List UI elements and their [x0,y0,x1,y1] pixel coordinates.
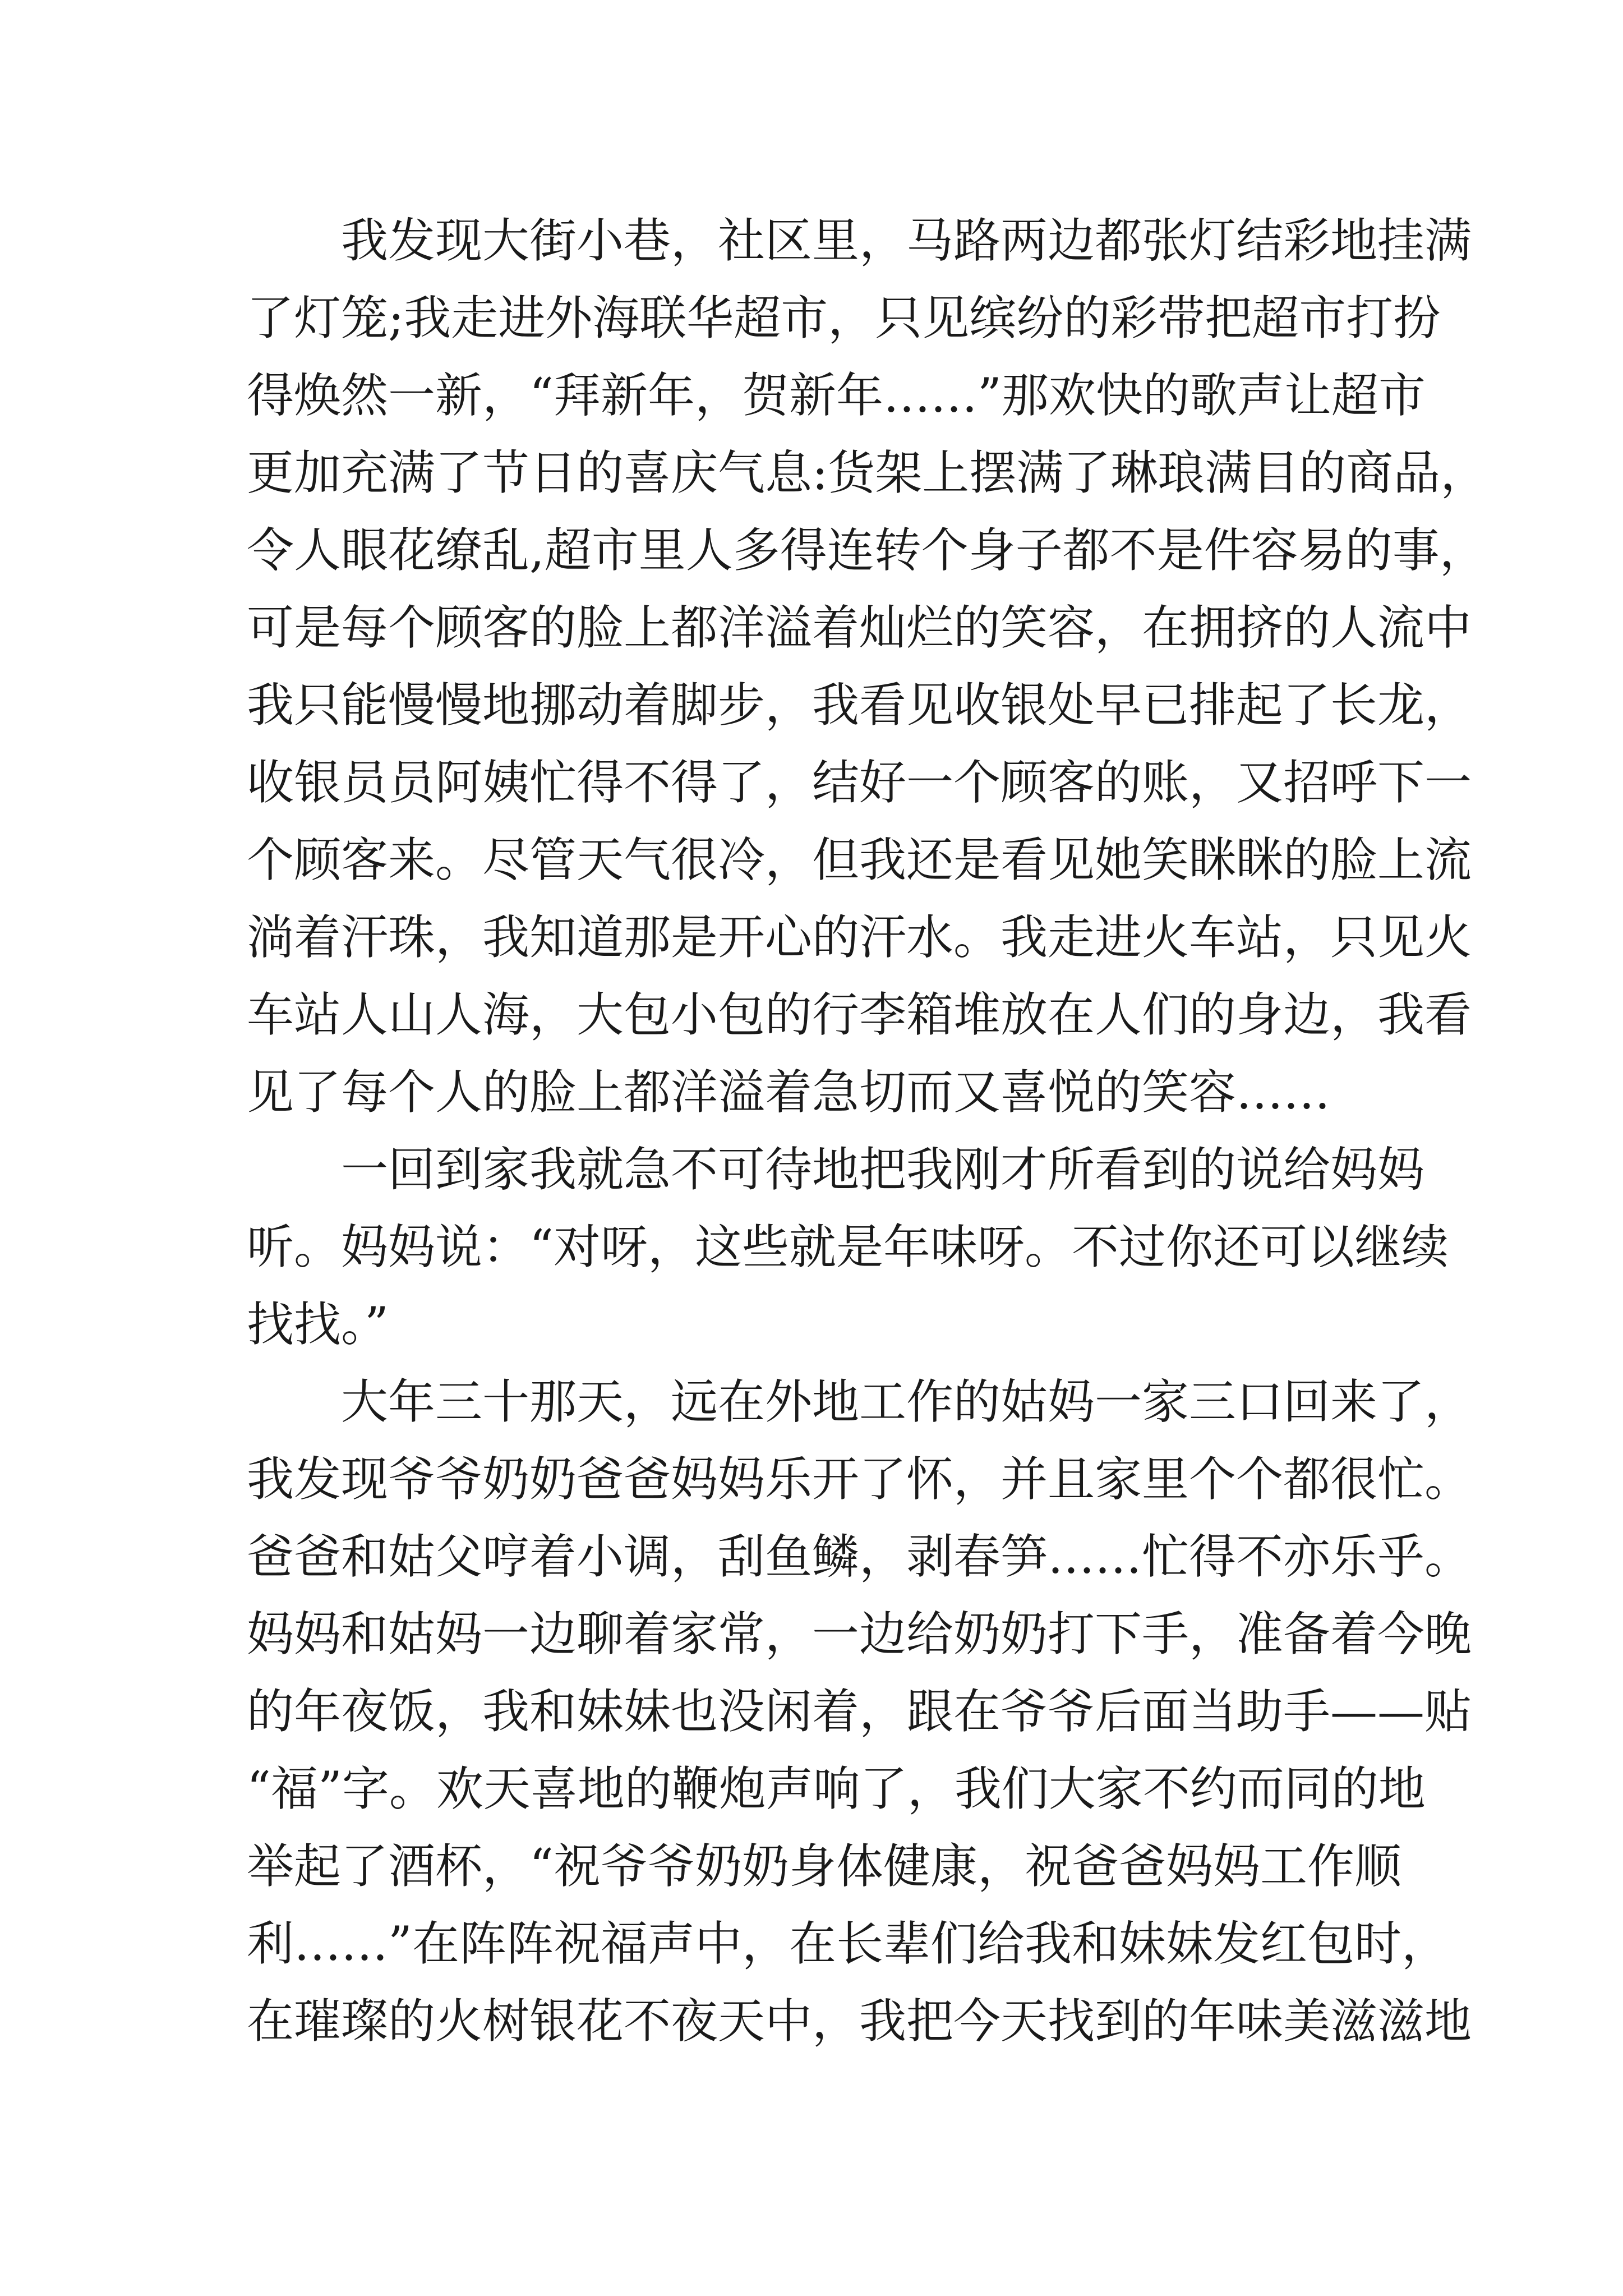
paragraph-1-line-9: 个顾客来。尽管天气很冷，但我还是看见她笑眯眯的脸上流 [247,832,1472,887]
paragraph-1-line-7: 我只能慢慢地挪动着脚步，我看见收银处早已排起了长龙， [247,678,1472,733]
paragraph-3-line-4: 妈妈和姑妈一边聊着家常，一边给奶奶打下手，准备着今晚 [247,1607,1472,1662]
paragraph-3-line-6: “福”字。欢天喜地的鞭炮声响了，我们大家不约而同的地 [247,1761,1426,1816]
paragraph-1-line-11: 车站人山人海，大包小包的行李箱堆放在人们的身边，我看 [247,987,1472,1042]
paragraph-1-line-6: 可是每个顾客的脸上都洋溢着灿烂的笑容，在拥挤的人流中 [247,600,1472,655]
paragraph-3-line-2: 我发现爷爷奶奶爸爸妈妈乐开了怀，并且家里个个都很忙。 [247,1452,1472,1507]
paragraph-1-line-5: 令人眼花缭乱,超市里人多得连转个身子都不是件容易的事， [247,523,1487,578]
paragraph-3-line-8: 利……”在阵阵祝福声中，在长辈们给我和妹妹发红包时， [247,1916,1449,1971]
paragraph-1-line-4: 更加充满了节日的喜庆气息:货架上摆满了琳琅满目的商品， [247,445,1488,500]
paragraph-1-line-8: 收银员员阿姨忙得不得了，结好一个顾客的账，又招呼下一 [247,755,1472,810]
paragraph-1-line-10: 淌着汗珠，我知道那是开心的汗水。我走进火车站，只见火 [247,910,1472,965]
paragraph-2-line-3: 找找。” [247,1297,389,1352]
paragraph-2-line-1: 一回到家我就急不可待地把我刚才所看到的说给妈妈 [341,1142,1425,1197]
paragraph-1-line-3: 得焕然一新，“拜新年，贺新年……”那欢快的歌声让超市 [247,368,1426,423]
paragraph-1-line-1: 我发现大街小巷，社区里，马路两边都张灯结彩地挂满 [341,213,1472,268]
paragraph-3-line-7: 举起了酒杯，“祝爷爷奶奶身体健康，祝爸爸妈妈工作顺 [247,1839,1401,1894]
paragraph-1-line-2: 了灯笼;我走进外海联华超市，只见缤纷的彩带把超市打扮 [247,291,1441,346]
document-body [247,202,1488,2060]
paragraph-3-line-1: 大年三十那天，远在外地工作的姑妈一家三口回来了， [341,1374,1472,1429]
paragraph-1-line-12: 见了每个人的脸上都洋溢着急切而又喜悦的笑容…… [247,1065,1331,1120]
paragraph-2-line-2: 听。妈妈说：“对呀，这些就是年味呀。不过你还可以继续 [247,1220,1449,1274]
paragraph-3-line-9: 在璀璨的火树银花不夜天中，我把今天找到的年味美滋滋地 [247,1994,1472,2049]
paragraph-3-line-3: 爸爸和姑父哼着小调，刮鱼鳞，剥春笋……忙得不亦乐乎。 [247,1529,1472,1584]
paragraph-3-line-5: 的年夜饭，我和妹妹也没闲着，跟在爷爷后面当助手——贴 [247,1684,1472,1739]
